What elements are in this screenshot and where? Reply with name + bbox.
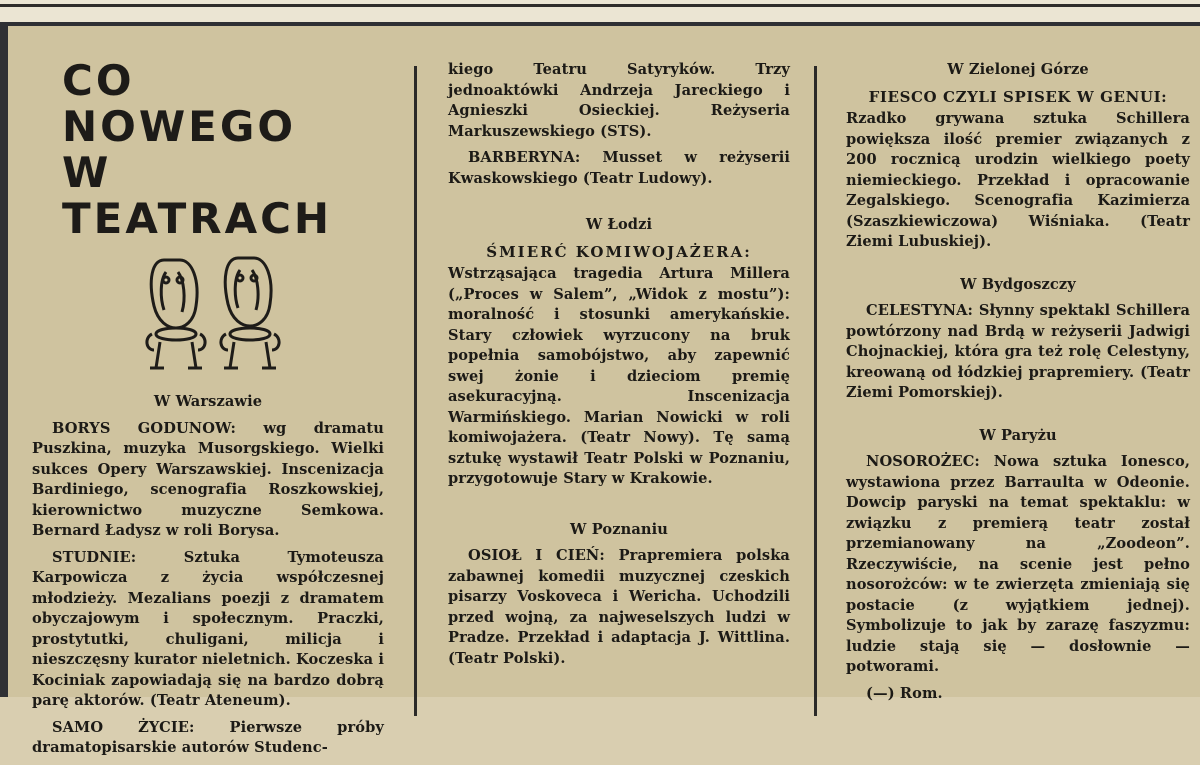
- review-barberyna: BARBERYNA: Musset w reżyserii Kwaskowskiego (Teatr Ludowy).: [448, 149, 790, 187]
- theater-chairs-icon: [142, 250, 282, 378]
- column-2: [448, 60, 790, 675]
- column-1: [32, 52, 384, 765]
- masthead-line-1: CO NOWEGO: [62, 56, 297, 151]
- review-fiesco: Rzadko grywana sztuka Schillera powiększa ilość premier związanych z 200 rocznicą urodzin wielkiego poety niemieckiego. Przekład i opracowanie Zegalskiego. Scenografia Kazimierza (Szaszkiewiczowa) Wiśniaka. (Teatr Ziemi Lubuskiej).: [846, 110, 1190, 250]
- section-heading-paryz: W Paryżu: [979, 426, 1057, 444]
- play-title-smierc-komiwojazera: ŚMIERĆ KOMIWOJAŻERA:: [486, 242, 752, 261]
- play-title-fiesco: FIESCO CZYLI SPISEK W GENUI:: [868, 87, 1168, 106]
- section-heading-bydgoszcz: W Bydgoszczy: [960, 275, 1076, 293]
- review-smierc-komiwojazera: Wstrząsająca tragedia Artura Millera („Proces w Salem”, „Widok z mostu”): moralność i stosunki amerykańskie. Stary człowiek wyrzucony na bruk popełnia samobójstwo, aby zapewnić swej żonie i dzieciom premię asekuracyjną. Inscenizacja Warmińskiego. Marian Nowicki w roli komiwojażera. (Teatr Nowy). Tę samą sztukę wystawił Teatr Polski w Poznaniu, przygotowuje Stary w Krakowie.: [448, 265, 790, 487]
- column-3: [846, 60, 1190, 710]
- review-osiol-i-cien: OSIOŁ I CIEŃ: Prapremiera polska zabawnej komedii muzycznej czeskich pisarzy Voskoveca i Wericha. Uchodzili przed wojną, za najweselszych ludzi w Pradze. Przekład i adaptacja J. Wittlina. (Teatr Polski).: [448, 547, 790, 667]
- section-heading-lodz: W Łodzi: [585, 216, 653, 233]
- masthead-line-2: W TEATRACH: [62, 148, 333, 243]
- review-nosorozec: NOSOROŻEC: Nowa sztuka Ionesco, wystawiona przez Barraulta w Odeonie. Dowcip paryski na temat spektaklu: w związku z premierą teatr został przemianowany na „Zoodeon”. Rzeczywiście, na scenie jest pełno nosorożców: w te zwierzęta zmieniają się postacie (z wyjątkiem jednej). Symbolizuje to jak by zarazę faszyzmu: ludzie stają się — dosłownie — potworami.: [846, 453, 1190, 675]
- review-celestyna: CELESTYNA: Słynny spektakl Schillera powtórzony nad Brdą w reżyserii Jadwigi Chojnackiej, która gra też rolę Celestyny, kreowaną od łódzkiej prapremiery. (Teatr Ziemi Pomorskiej).: [846, 302, 1190, 401]
- section-heading-zielona-gora: W Zielonej Górze: [947, 61, 1089, 78]
- column-divider-right: [814, 66, 817, 716]
- section-heading-warszawa: W Warszawie: [153, 393, 263, 410]
- review-studnie: STUDNIE: Sztuka Tymoteusza Karpowicza z życia współczesnej młodzieży. Mezalians poezji z dramatem obyczajowym i społecznym. Praczki, prostytutki, chuligani, milicja i nieszczęsny kurator nieletnich. Koczeska i Kociniak zapowiadają się na bardzo dobrą parę aktorów. (Teatr Ateneum).: [32, 548, 384, 709]
- newspaper-column-frame: [0, 22, 1200, 756]
- review-samo-zycie: SAMO ŻYCIE: Pierwsze próby dramatopisarskie autorów Studenc-: [32, 718, 384, 756]
- review-borys-godunow: BORYS GODUNOW: wg dramatu Puszkina, muzyka Musorgskiego. Wielki sukces Opery Warszawskiej. Inscenizacja Bardiniego, scenografia Roszkowskiej, kierownictwo muzyczne Semkowa. Bernard Ładysz w roli Borysa.: [32, 419, 384, 539]
- author-signature: (—) Rom.: [866, 684, 943, 702]
- masthead: [62, 58, 384, 242]
- review-samo-zycie-continued: kiego Teatru Satyryków. Trzy jednoaktówki Andrzeja Jareckiego i Agnieszki Osieckiej. Reżyseria Markuszewskiego (STS).: [448, 61, 790, 140]
- column-divider-left: [414, 66, 417, 716]
- top-rule: [0, 4, 1200, 7]
- section-heading-poznan: W Poznaniu: [570, 520, 668, 538]
